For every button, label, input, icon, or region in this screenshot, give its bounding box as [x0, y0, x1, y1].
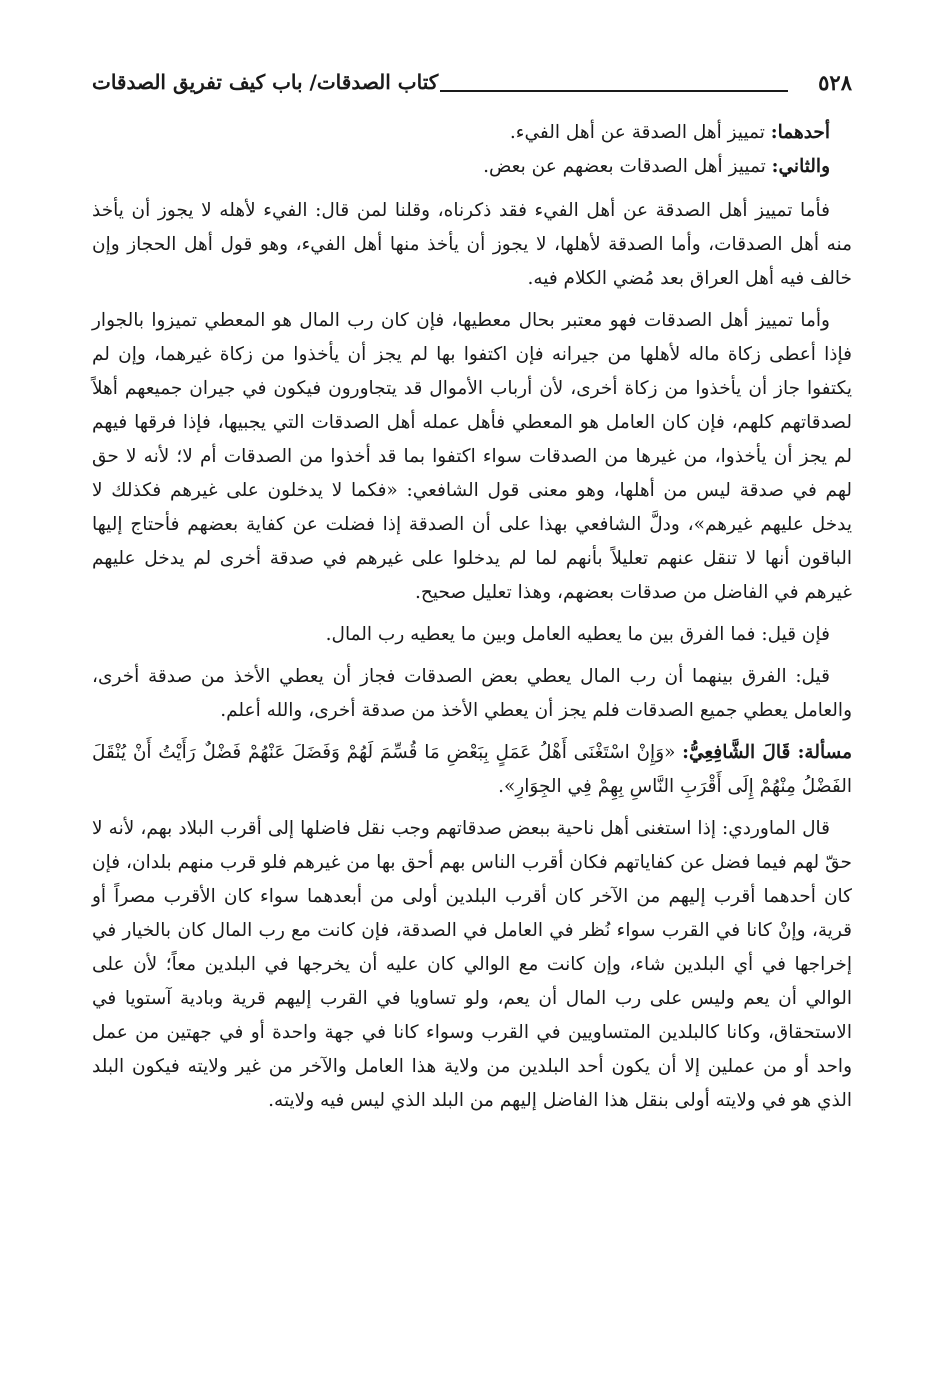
- paragraph: قيل: الفرق بينهما أن رب المال يعطي بعض الصدقات فجاز أن يعطي الأخذ من صدقة أخرى، والعامل يعطي جميع الصدقات فلم يجز أن يعطي الأخذ من صدقة أخرى، والله أعلم.: [92, 666, 852, 721]
- masala-label: مسألة: قَالَ الشَّافِعِيُّ:: [682, 742, 853, 763]
- final-paragraph: قال الماوردي: إذا استغنى أهل ناحية ببعض صدقاتهم وجب نقل فاضلها إلى أقرب البلاد بهم، لأنه لا حقّ لهم فيما فضل عن كفاياتهم فكان أقرب الناس بهم أحق بها من غيرهم فلو قرب منهم بلدان، فإن كان أحدهما أقرب إليهم من الآخر كان أقرب البلدين أولى من أبعدهما سواء كان الأقرب مصراً أو قرية، وإنْ كانا في القرب سواء نُظر في العامل في الصدقة، فإن كانت مع رب المال كان بالخيار في إخراجها في أي البلدين شاء، وإن كانت مع الوالي كان عليه أن يخرجها في البلدين معاً؛ لأن على الوالي أن يعم وليس على رب المال أن يعم، ولو تساويا في القرب إليهم قرية وبادية آستويا في الاستحقاق، وكانا كالبلدين المتساويين في القرب وسواء كانا في جهة واحدة أو في جهتين من عمل واحد أو من عملين إلا أن يكون أحد البلدين من ولاية هذا العامل والآخر من غير ولايته فيكون البلد الذي هو في ولايته أولى بنقل هذا الفاضل إليهم من البلد الذي ليس فيه ولايته.: [92, 818, 852, 1111]
- masala-quote: «وَإِنْ اسْتَغْنَى أَهْلُ عَمَلٍ بِبَعْضِ مَا قُسِّمَ لَهُمْ وَفَضَلَ عَنْهُمْ فَضْلٌ رَأَيْتُ أَنْ يُنْقَلَ الفَضْلُ مِنْهُمْ إِلَى أَقْرَبِ النَّاسِ بِهِمْ فِي الجِوَارِ».: [92, 742, 852, 797]
- list-item: [92, 116, 852, 150]
- list-item: [92, 150, 852, 184]
- items-list: [92, 116, 852, 184]
- item-label: والثاني:: [771, 156, 830, 177]
- running-title: كتاب الصدقات/ باب كيف تفريق الصدقات: [92, 70, 439, 94]
- item-text: تمييز أهل الصدقة عن أهل الفيء.: [509, 122, 771, 143]
- page-header: [92, 68, 852, 102]
- paragraph: فإن قيل: فما الفرق بين ما يعطيه العامل وبين ما يعطيه رب المال.: [325, 624, 830, 645]
- page-body: [92, 116, 852, 1126]
- header-rule: [440, 90, 788, 92]
- page-number: ٥٢٨: [818, 70, 852, 95]
- paragraph: فأما تمييز أهل الصدقة عن أهل الفيء فقد ذكرناه، وقلنا لمن قال: الفيء لأهله لا يجوز أن يأخذ منه أهل الصدقات، وأما الصدقة لأهلها، لا يجوز أن يأخذ منها أهل الفيء، وهو قول أهل الحجاز وإن خالف فيه أهل العراق بعد مُضي الكلام فيه.: [92, 200, 852, 289]
- masala-paragraph: [92, 736, 852, 804]
- item-text: تمييز أهل الصدقات بعضهم عن بعض.: [483, 156, 772, 177]
- item-label: أحدهما:: [770, 122, 830, 143]
- paragraph: وأما تمييز أهل الصدقات فهو معتبر بحال معطيها، فإن كان رب المال هو المعطي تميزوا بالجوار فإذا أعطى زكاة ماله لأهلها من جيرانه فإن اكتفوا بها لم يجز أن يأخذوا من زكاة غيرهما، وإن لم يكتفوا جاز أن يأخذوا من زكاة أخرى، لأن أرباب الأموال قد يتجاورون فيكون في جيران جميعهم أهلاً لصدقاتهم كلهم، فإن كان العامل هو المعطي فأهل عمله أهل الصدقات التي يجبيها، فإذا فرقها فيهم لم يجز أن يأخذوا، من غيرها من الصدقات سواء اكتفوا بما قد أخذوا من الصدقات أم لا؛ لأنه لا حق لهم في صدقة ليس من أهلها، وهو معنى قول الشافعي: «فكما لا يدخلون على غيرهم فكذلك لا يدخل عليهم غيرهم»، ودلَّ الشافعي بهذا على أن الصدقة إذا فضلت عن كفاية بعضهم فأحتاج إليها الباقون أنها لا تنقل عنهم تعليلاً بأنهم لما لم يدخلوا على غيرهم في صدقة أخرى لم يدخل عليهم غيرهم في الفاضل من صدقات بعضهم، وهذا تعليل صحيح.: [92, 310, 852, 603]
